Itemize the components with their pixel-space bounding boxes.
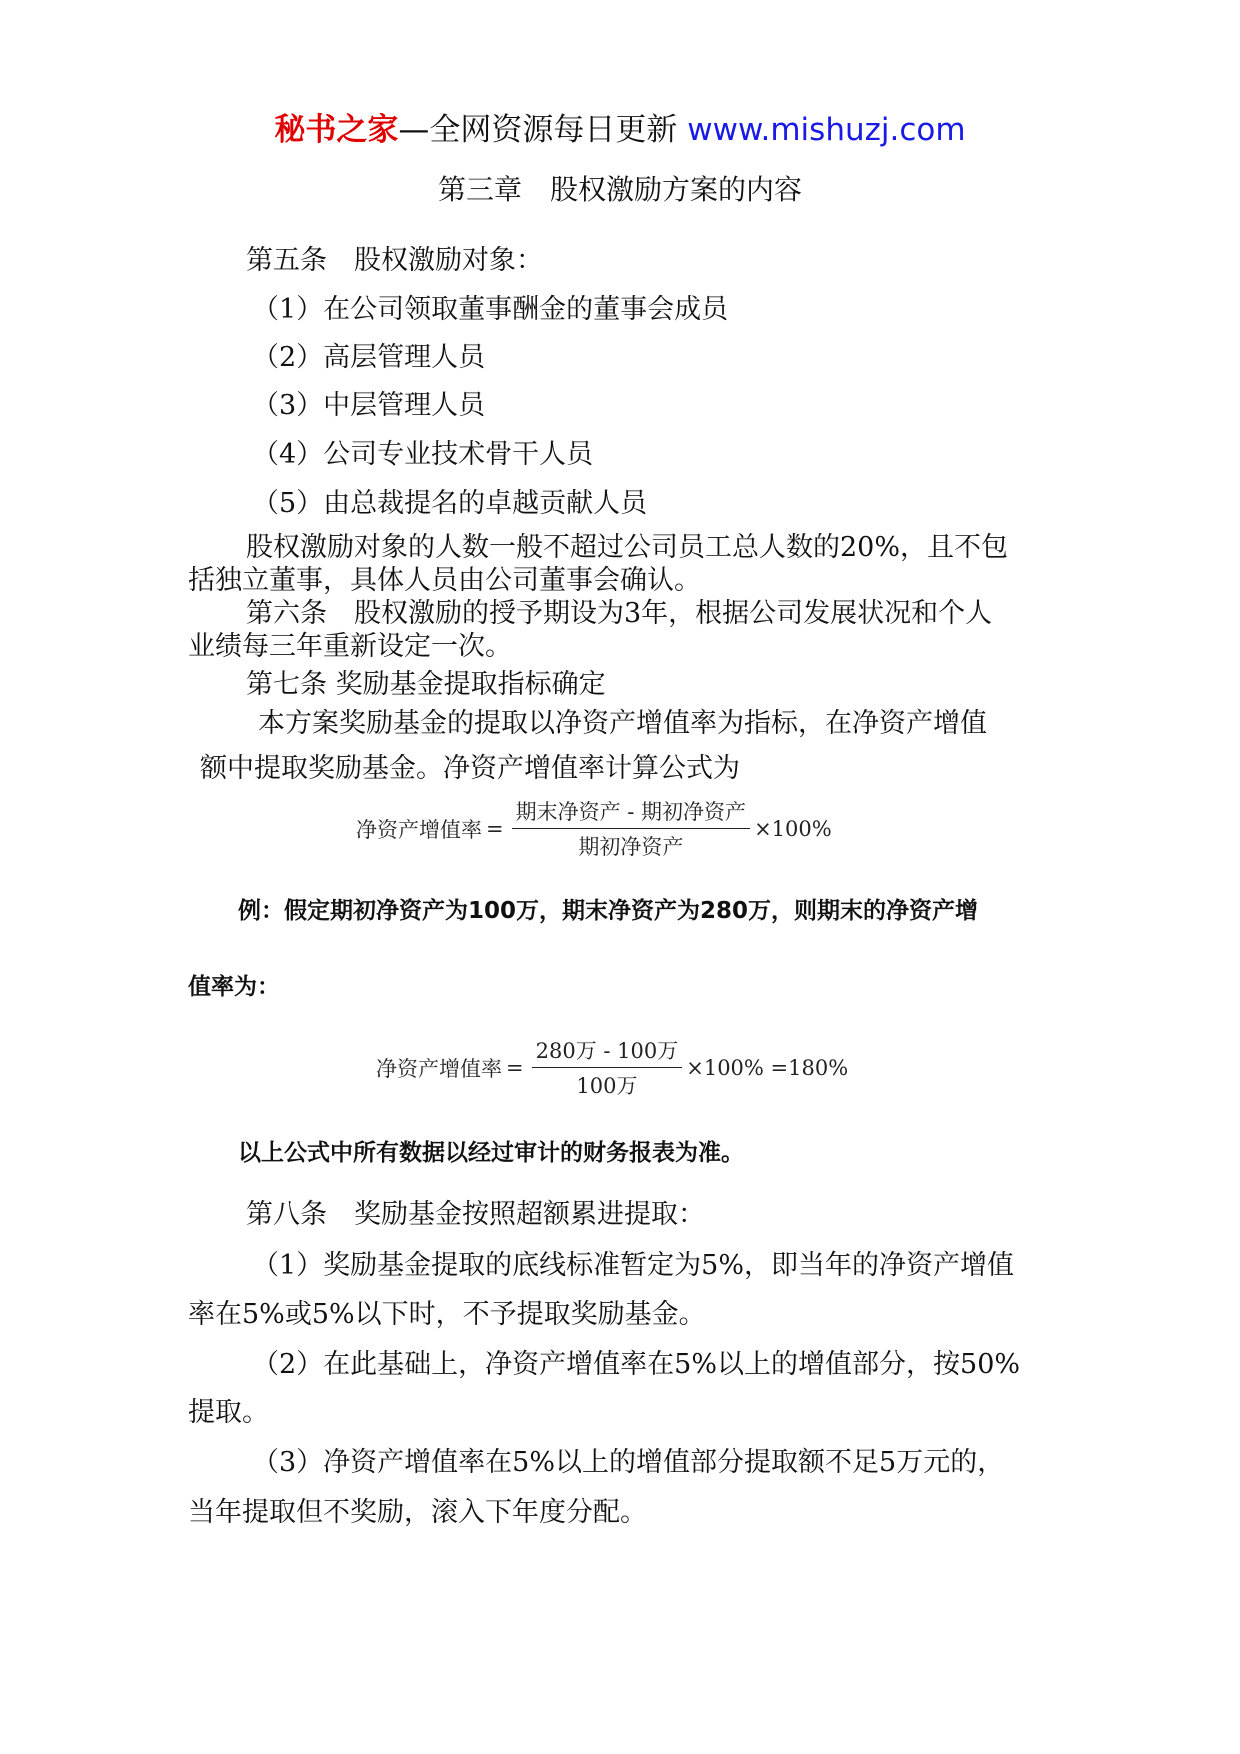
formula-tail: ×100% =180%	[686, 1055, 849, 1080]
list-item: （3）中层管理人员	[252, 390, 486, 421]
formula-numerator: 280万 - 100万	[532, 1035, 683, 1068]
article7-body-line1: 本方案奖励基金的提取以净资产增值率为指标，在净资产增值	[258, 708, 987, 739]
formula-fraction	[512, 796, 750, 861]
article8-item2-line1: （2）在此基础上，净资产增值率在5%以上的增值部分，按50%	[252, 1349, 1021, 1380]
formula-equals: =	[506, 1055, 524, 1080]
formula-net-asset-growth	[356, 796, 832, 861]
site-header	[0, 104, 1240, 149]
formula-denominator: 100万	[576, 1074, 638, 1098]
article8-item2-line2: 提取。	[188, 1397, 269, 1428]
audit-note: 以上公式中所有数据以经过审计的财务报表为准。	[238, 1140, 744, 1166]
list-item: （5）由总裁提名的卓越贡献人员	[252, 488, 648, 519]
article5-note: 股权激励对象的人数一般不超过公司员工总人数的20%，且不包括独立董事，具体人员由公司董事会确认。	[188, 532, 1009, 596]
brand-name: 秘书之家	[274, 112, 399, 148]
chapter-title: 第三章 股权激励方案的内容	[437, 173, 802, 206]
formula-equals: =	[486, 816, 504, 841]
list-item: （1）在公司领取董事酬金的董事会成员	[252, 294, 729, 325]
formula-fraction	[532, 1035, 683, 1100]
header-slogan: —全网资源每日更新	[398, 112, 678, 148]
article6-paragraph: 第六条 股权激励的授予期设为3年，根据公司发展状况和个人业绩每三年重新设定一次。	[188, 598, 993, 662]
formula-lhs: 净资产增值率	[376, 1056, 502, 1081]
list-item: （4）公司专业技术骨干人员	[252, 439, 594, 470]
article8-item1-line1: （1）奖励基金提取的底线标准暂定为5%，即当年的净资产增值	[252, 1250, 1015, 1281]
article8-item1-line2: 率在5%或5%以下时，不予提取奖励基金。	[188, 1299, 706, 1330]
article7-title: 第七条 奖励基金提取指标确定	[246, 669, 606, 700]
article5-title: 第五条 股权激励对象：	[246, 245, 543, 276]
formula-tail: ×100%	[754, 816, 832, 841]
list-item: （2）高层管理人员	[252, 342, 486, 373]
formula-example	[376, 1035, 848, 1100]
article8-item3-line2: 当年提取但不奖励，滚入下年度分配。	[188, 1497, 647, 1528]
example-line2: 值率为：	[188, 974, 280, 1000]
article8-item3-line1: （3）净资产增值率在5%以上的增值部分提取额不足5万元的，	[252, 1447, 1005, 1478]
site-url-link[interactable]: www.mishuzj.com	[687, 112, 966, 148]
formula-numerator: 期末净资产 - 期初净资产	[512, 796, 750, 829]
formula-denominator: 期初净资产	[578, 835, 684, 859]
formula-lhs: 净资产增值率	[356, 817, 482, 842]
article7-body-line2: 额中提取奖励基金。净资产增值率计算公式为	[200, 753, 740, 784]
example-line1: 例：假定期初净资产为100万，期末净资产为280万，则期末的净资产增	[238, 898, 979, 924]
article8-title: 第八条 奖励基金按照超额累进提取：	[246, 1199, 705, 1230]
